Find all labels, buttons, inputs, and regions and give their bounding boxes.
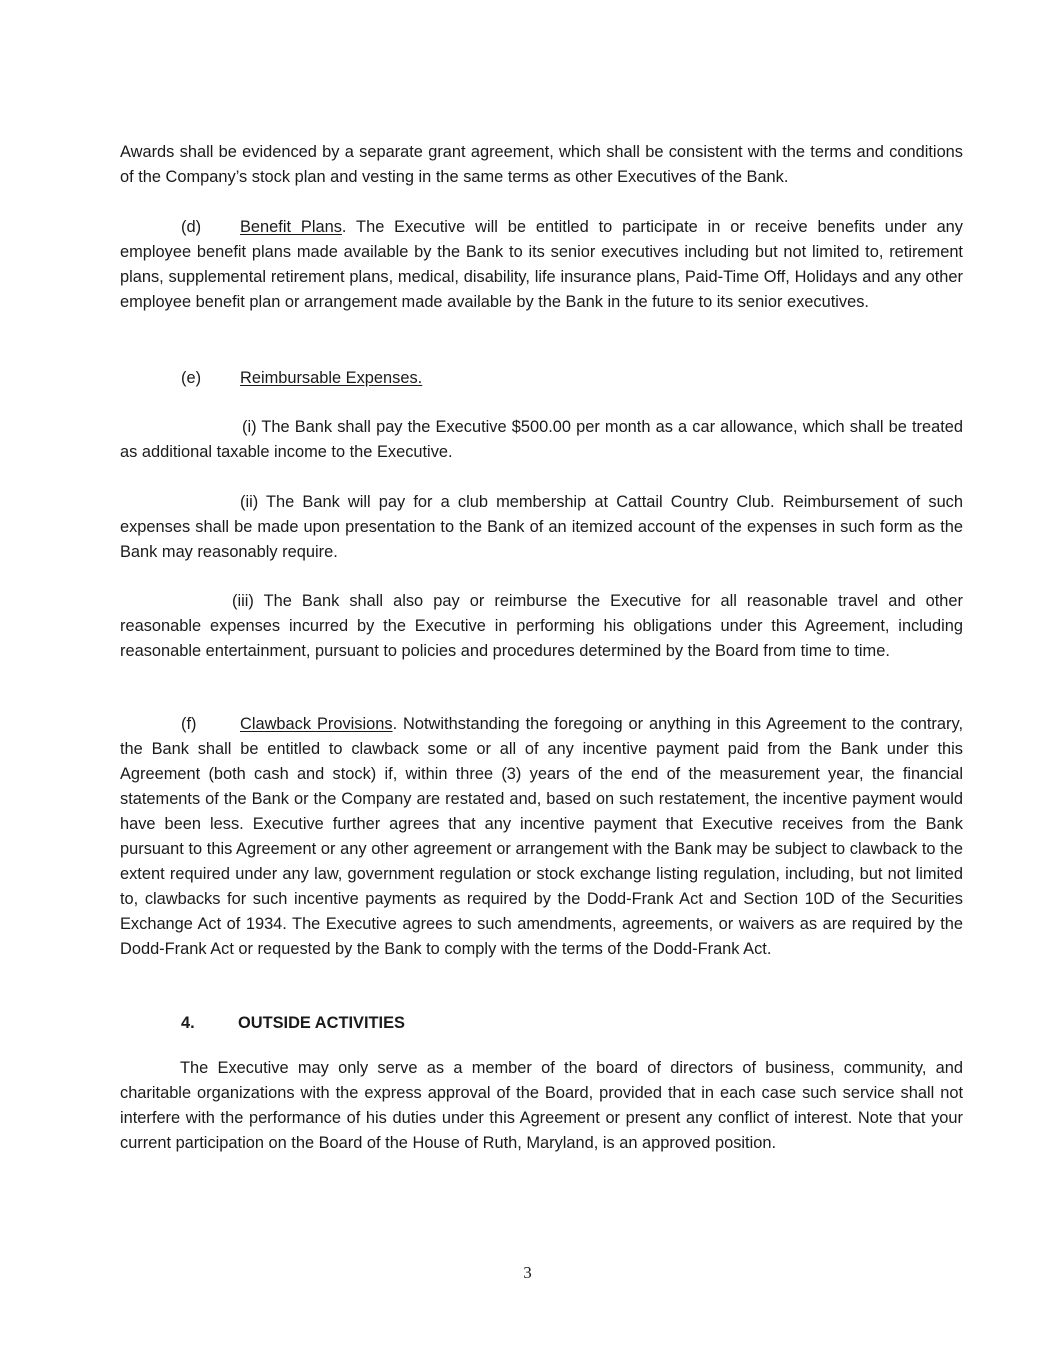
section-f-label: (f) [181, 715, 197, 733]
section-4-number: 4. [181, 1014, 195, 1032]
section-e-item-iii: (iii) The Bank shall also pay or reimburse the Executive for all reasonable travel and other reasonable expenses incurred by the Executive in performing his obligations under this Agreement, including reasonable entertainment, pursuant to policies and procedures determined by the Board from time to time. [120, 592, 963, 660]
section-4-title: OUTSIDE ACTIVITIES [238, 1014, 405, 1032]
section-f-heading: Clawback Provisions [240, 715, 393, 733]
section-e-item-ii: (ii) The Bank will pay for a club membership at Cattail Country Club. Reimbursement of such expenses shall be made upon presentation to the Bank of an itemized account of the expenses in such form as the Bank may reasonably require. [120, 493, 963, 561]
section-f-text: . Notwithstanding the foregoing or anything in this Agreement to the contrary, the Bank shall be entitled to clawback some or all of any incentive payment paid from the Bank under this Agreement (both cash and stock) if, within three (3) years of the end of the measurement year, the financial statements of the Bank or the Company are restated and, based on such restatement, the incentive payment would have been less. Executive further agrees that any incentive payment that Executive receives from the Bank pursuant to this Agreement or any other agreement or arrangement with the Bank may be subject to clawback to the extent required under any law, government regulation or stock exchange listing regulation, including, but not limited to, clawbacks for such incentive payments as required by the Dodd-Frank Act and Section 10D of the Securities Exchange Act of 1934. The Executive agrees to such amendments, agreements, or waivers as are required by the Dodd-Frank Act or requested by the Bank to comply with the terms of the Dodd-Frank Act. [120, 715, 963, 958]
page-number: 3 [523, 1263, 532, 1282]
section-d-text: . The Executive will be entitled to participate in or receive benefits under any employee benefit plans made available by the Bank to its senior executives including but not limited to, retirement plans, supplemental retirement plans, medical, disability, life insurance plans, Paid-Time Off, Holidays and any other employee benefit plan or arrangement made available by the Bank in the future to its senior executives. [120, 218, 963, 311]
section-d-label: (d) [181, 218, 202, 236]
section-e-label: (e) [181, 369, 202, 387]
section-e-heading-line [120, 366, 963, 391]
section-4-paragraph: The Executive may only serve as a member of the board of directors of business, community, and charitable organizations with the express approval of the Board, provided that in each case such service shall not interfere with the performance of his duties under this Agreement or present any conflict of interest. Note that your current participation on the Board of the House of Ruth, Maryland, is an approved position. [120, 1059, 963, 1152]
intro-paragraph: Awards shall be evidenced by a separate grant agreement, which shall be consistent with the terms and conditions of the Company’s stock plan and vesting in the same terms as other Executives of the Bank. [120, 143, 963, 186]
section-4-heading [181, 1011, 405, 1036]
section-d-heading: Benefit Plans [240, 218, 342, 236]
section-e-item-i: (i) The Bank shall pay the Executive $500.00 per month as a car allowance, which shall be treated as additional taxable income to the Executive. [120, 418, 963, 461]
section-f-paragraph [120, 712, 963, 962]
section-d-paragraph [120, 215, 963, 315]
section-e-heading: Reimbursable Expenses. [240, 369, 423, 387]
